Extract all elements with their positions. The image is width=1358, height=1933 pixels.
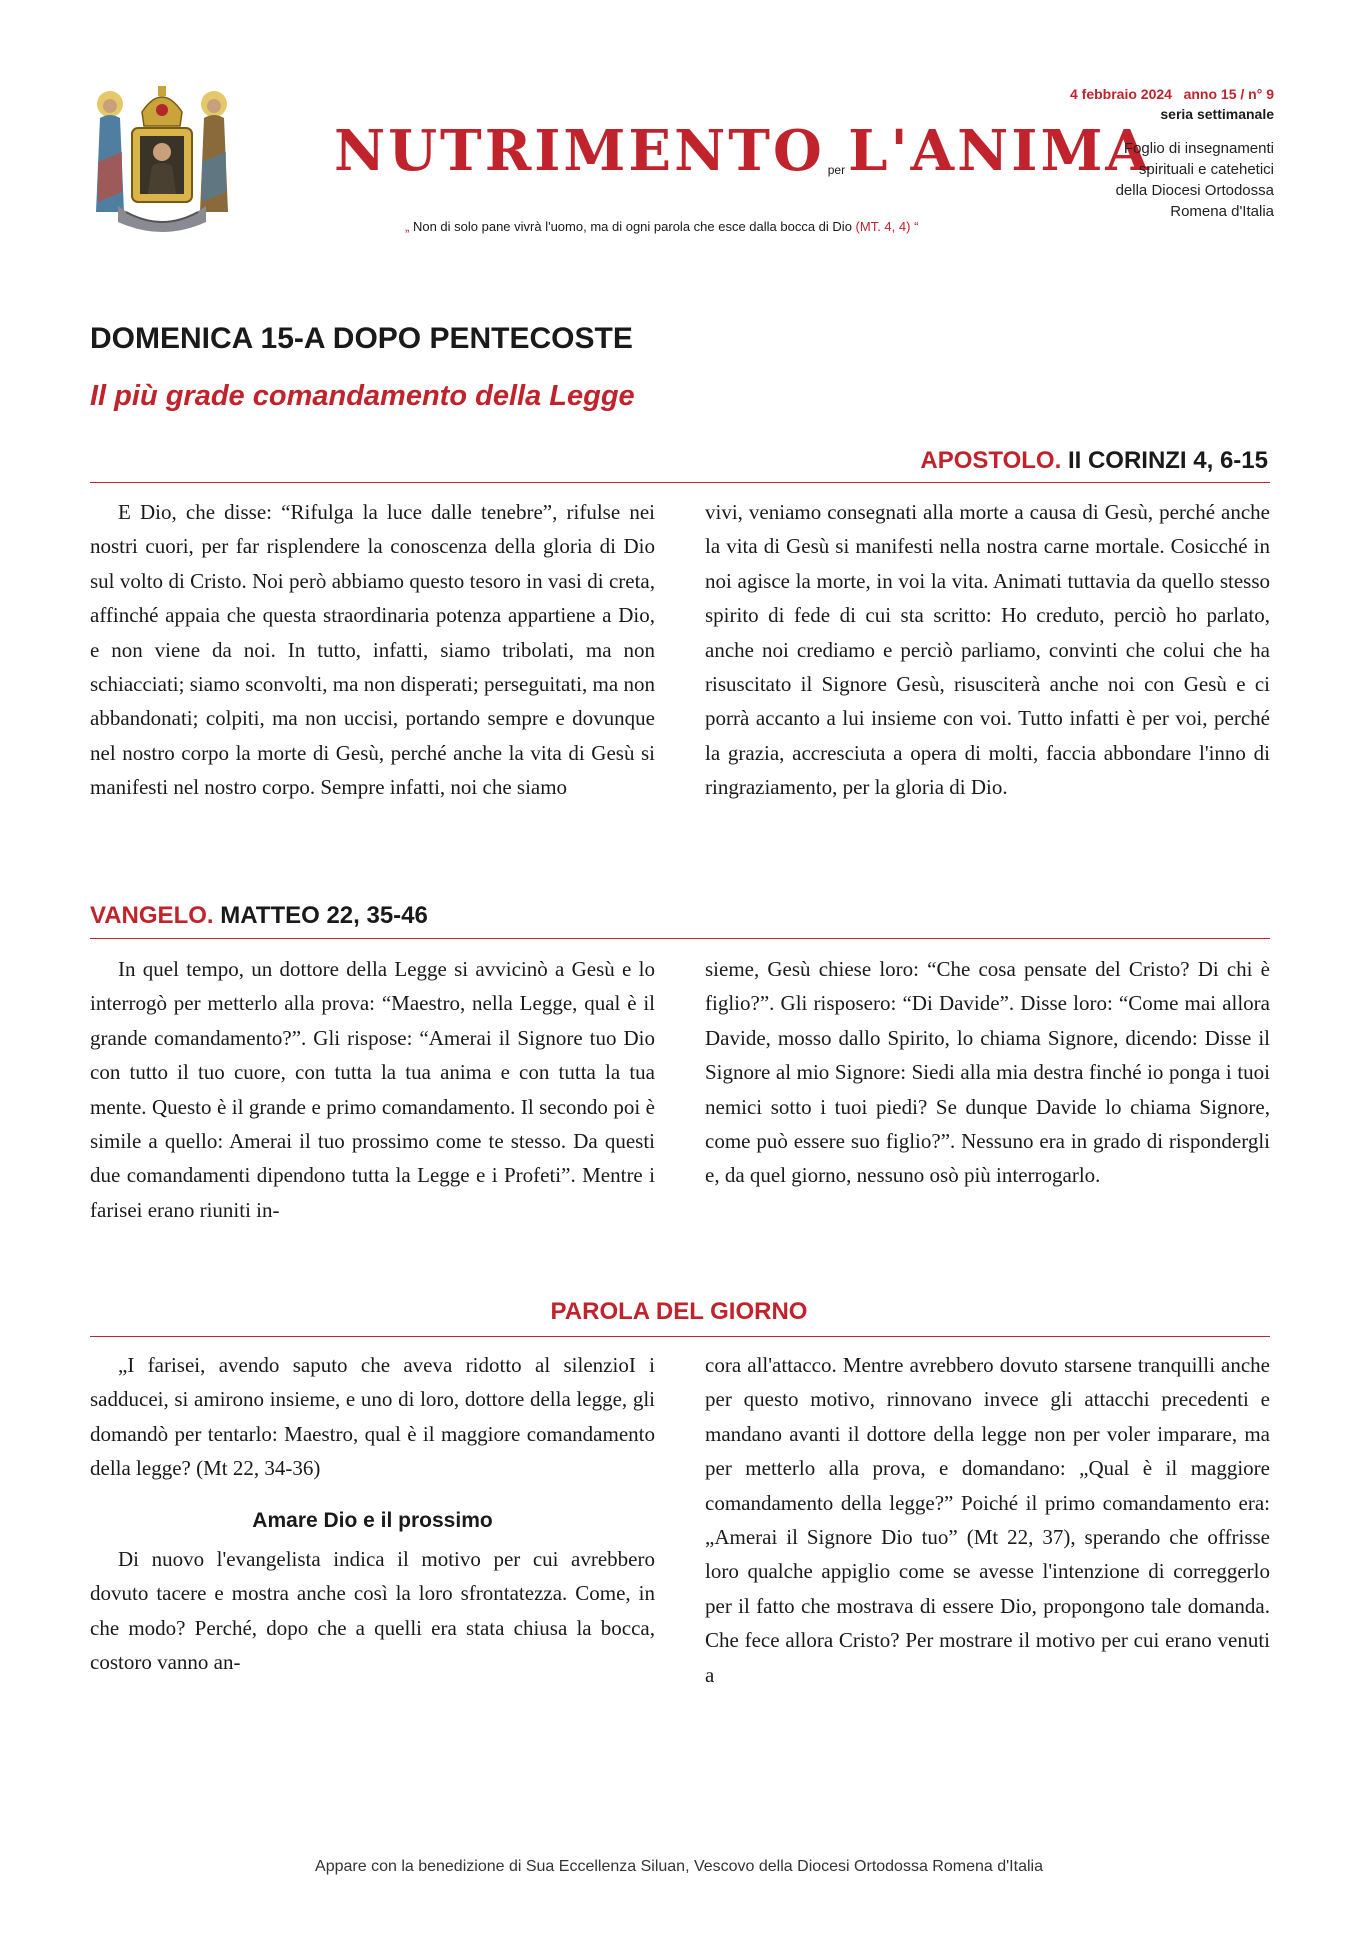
motto-reference: (MT. 4, 4): [855, 219, 911, 234]
apostolo-divider: [90, 482, 1270, 483]
footer-blessing: Appare con la benedizione di Sua Eccellenza Siluan, Vescovo della Diocesi Ortodossa Romena d'Italia: [315, 1858, 1043, 1875]
page-title: DOMENICA 15-A DOPO PENTECOSTE: [90, 322, 633, 355]
vangelo-right-column: [705, 952, 1270, 1193]
masthead-per: per: [827, 163, 846, 177]
vangelo-left-column: [90, 952, 655, 1227]
issue-date: 4 febbraio 2024: [1069, 86, 1172, 102]
parola-subheading: Amare Dio e il prossimo: [252, 1508, 493, 1532]
parola-text-right: cora all'attacco. Mentre avrebbero dovuto starsene tranquilli anche per questo motivo, rinnovano invece gli attacchi precedenti e mandano avanti il dottore della legge non per voler imparare, ma per metterlo alla prova, e domandano: „Qual è il maggiore comandamento della legge?” Poiché il primo comandamento era: „Amerai il Signore Dio tuo” (Mt 22, 37), sperando che offrisse loro qualche appiglio come se avesse l'intenzione di correggerlo per il fatto che mostrava di essere Dio, propongono tale domanda. Che fece allora Cristo? Per mostrare il motivo per cui erano venuti a: [705, 1353, 1270, 1687]
parola-right-column: [705, 1348, 1270, 1692]
apostolo-label: APOSTOLO.: [920, 447, 1062, 474]
masthead-title: [334, 96, 1152, 206]
parola-quote: „I farisei, avendo saputo che aveva ridotto al silenzioI i sadducei, si amirono insieme, e uno di loro, dottore della legge, gli domandò per tentarlo: Maestro, qual è il maggiore comandamento della legge? (Mt 22, 34-36): [90, 1353, 655, 1481]
page-subtitle: Il più grade comandamento della Legge: [90, 380, 635, 412]
description-line-4: Romena d'Italia: [1170, 203, 1274, 220]
vangelo-divider: [90, 938, 1270, 939]
vangelo-heading: [90, 902, 428, 930]
masthead-motto: [405, 219, 1015, 234]
parola-divider: [90, 1336, 1270, 1337]
motto-open-quote: „: [405, 219, 410, 234]
issue-series: seria settimanale: [1160, 106, 1274, 122]
issue-number: anno 15 / n° 9: [1183, 86, 1274, 102]
publication-description: [1044, 138, 1274, 222]
masthead-word-1: NUTRIMENTO: [334, 118, 825, 184]
issue-info: [1044, 86, 1274, 222]
apostolo-left-column: [90, 495, 655, 805]
vangelo-label: VANGELO.: [90, 902, 214, 929]
diocese-emblem-image: [88, 82, 236, 234]
description-line-1: Foglio di insegnamenti: [1123, 140, 1274, 157]
apostolo-text-left: E Dio, che disse: “Rifulga la luce dalle tenebre”, rifulse nei nostri cuori, per far risplendere la conoscenza della gloria di Dio sul volto di Cristo. Noi però abbiamo questo tesoro in vasi di creta, affinché appaia che questa straordinaria potenza appartiene a Dio, e non viene da noi. In tutto, infatti, siamo tribolati, ma non schiacciati; siamo sconvolti, ma non disperati; perseguitati, ma non abbandonati; colpiti, ma non uccisi, portando sempre e dovunque nel nostro corpo la morte di Gesù, perché anche la vita di Gesù si manifesti nel nostro corpo. Sempre infatti, noi che siamo: [90, 500, 655, 800]
vangelo-text-right: sieme, Gesù chiese loro: “Che cosa pensate del Cristo? Di chi è figlio?”. Gli risposero: “Di Davide”. Disse loro: “Come mai allora Davide, mosso dallo Spirito, lo chiama Signore, dicendo: Disse il Signore al mio Signore: Siedi alla mia destra finché io ponga i tuoi nemici sotto i tuoi piedi? Se dunque Davide lo chiama Signore, come può essere suo figlio?”. Nessuno era in grado di rispondergli e, da quel giorno, nessuno osò più interrogarlo.: [705, 957, 1270, 1188]
masthead-word-2: L'ANIMA: [848, 118, 1152, 184]
issue-date-line: [1044, 86, 1274, 102]
apostolo-heading: [920, 447, 1268, 475]
parola-left-column: [90, 1348, 655, 1680]
apostolo-text-right: vivi, veniamo consegnati alla morte a causa di Gesù, perché anche la vita di Gesù si manifesti nella nostra carne mortale. Cosicché in noi agisce la morte, in voi la vita. Animati tuttavia da quello stesso spirito di fede di cui sta scritto: Ho creduto, perciò ho parlato, anche noi crediamo e perciò parliamo, convinti che colui che ha risuscitato il Signore Gesù, risusciterà anche noi con Gesù e ci porrà accanto a lui insieme con voi. Tutto infatti è per voi, perché la grazia, accresciuta a opera di molti, faccia abbondare l'inno di ringraziamento, per la gloria di Dio.: [705, 500, 1270, 800]
description-line-3: della Diocesi Ortodossa: [1115, 182, 1274, 199]
parola-text-left: Di nuovo l'evangelista indica il motivo per cui avrebbero dovuto tacere e mostra anche così la loro sfrontatezza. Come, in che modo? Perché, dopo che a quelli era stata chiusa la bocca, costoro vanno an-: [90, 1547, 655, 1675]
apostolo-reference: II CORINZI 4, 6-15: [1067, 447, 1268, 474]
parola-heading: PAROLA DEL GIORNO: [550, 1298, 808, 1325]
motto-text: Non di solo pane vivrà l'uomo, ma di ogni parola che esce dalla bocca di Dio: [412, 219, 852, 234]
description-line-2: spirituali e catehetici: [1138, 161, 1274, 178]
vangelo-text-left: In quel tempo, un dottore della Legge si avvicinò a Gesù e lo interrogò per metterlo alla prova: “Maestro, nella Legge, qual è il grande comandamento?”. Gli rispose: “Amerai il Signore tuo Dio con tutto il tuo cuore, con tutta la tua anima e con tutta la tua mente. Questo è il grande e primo comandamento. Il secondo poi è simile a quello: Amerai il tuo prossimo come te stesso. Da questi due comandamenti dipendono tutta la Legge e i Profeti”. Mentre i farisei erano riuniti in-: [90, 957, 655, 1222]
vangelo-reference: MATTEO 22, 35-46: [220, 902, 428, 929]
motto-close-quote: “: [914, 219, 919, 234]
apostolo-right-column: [705, 495, 1270, 805]
